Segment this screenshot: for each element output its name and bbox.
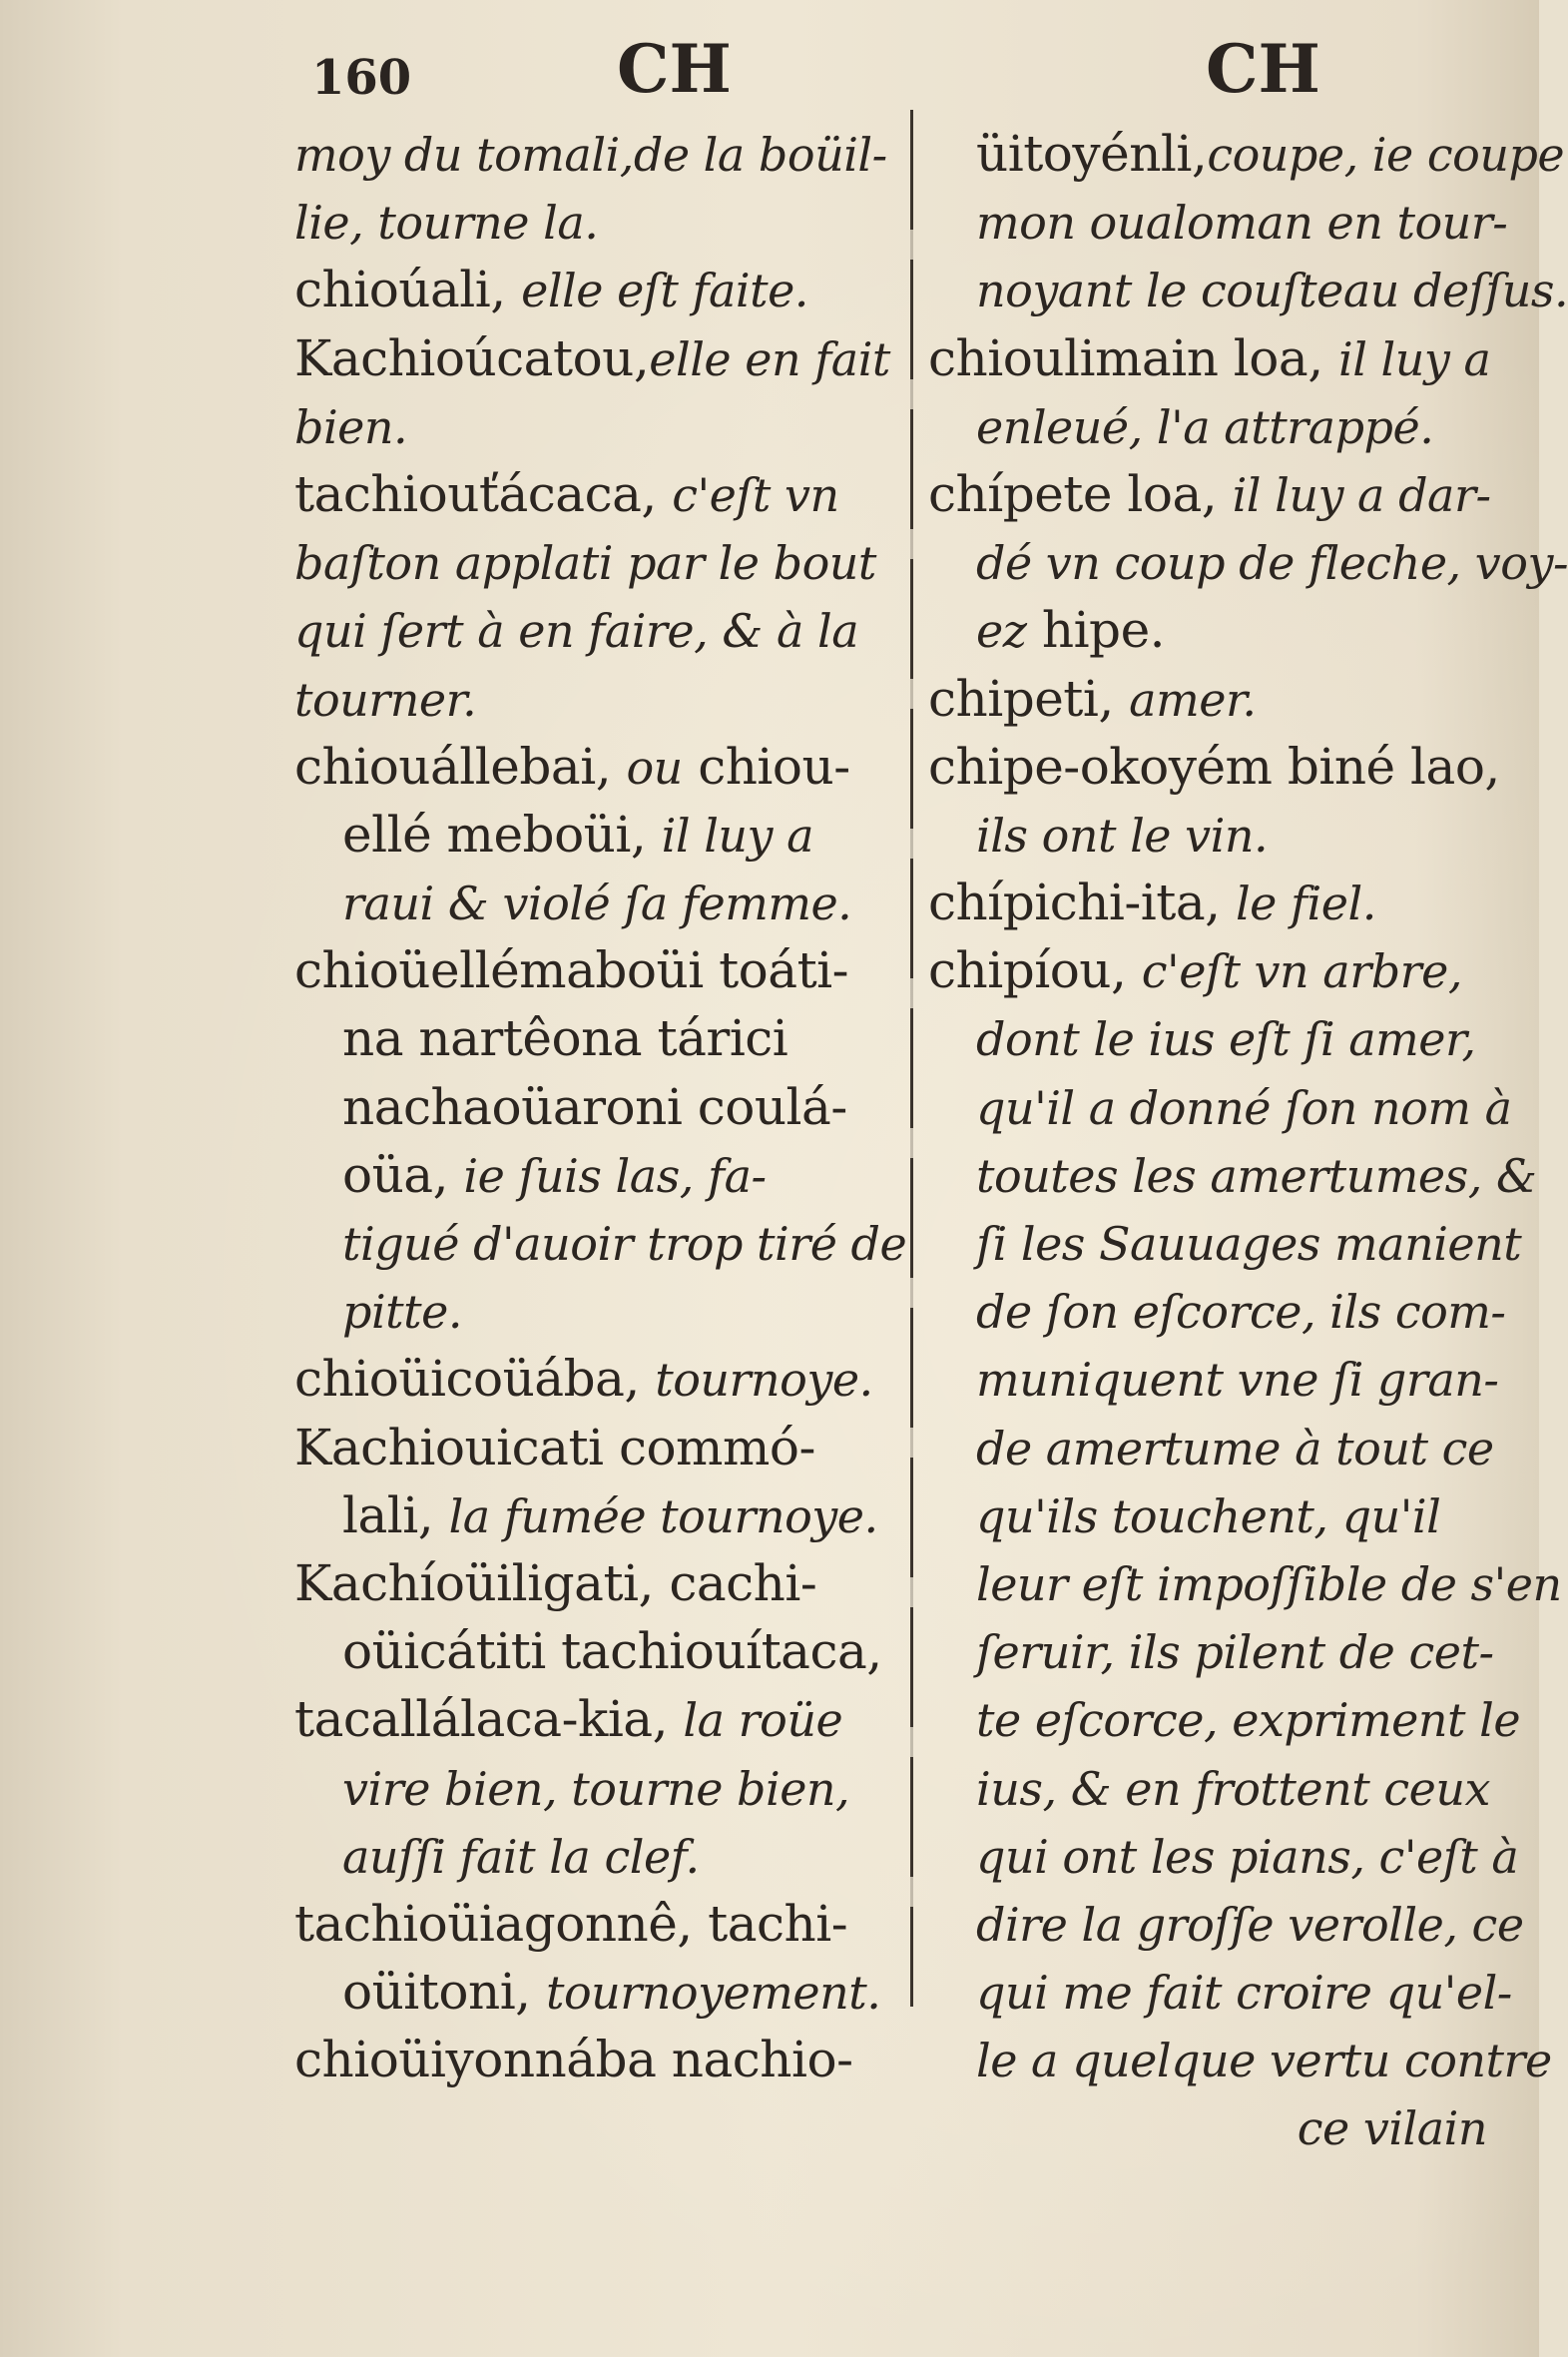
text-line (928, 120, 1565, 188)
text-line (928, 596, 1517, 664)
gloss-text: il luy a dar- (1232, 467, 1491, 522)
text-line (294, 1958, 898, 2026)
gloss-text: c'eſt vn arbre, (1141, 944, 1462, 999)
text-line (928, 528, 1568, 596)
text-line (294, 1822, 898, 1890)
gloss-text: ius, & en frottent ceux (976, 1761, 1490, 1816)
text-line (928, 392, 1517, 460)
gloss-text: qu'il a donné ſon nom à (976, 1080, 1512, 1135)
headword-text: tachiouťácaca, (294, 464, 673, 523)
gloss-text: toutes les amertumes, & (976, 1148, 1537, 1203)
headword-text: chioüicoüába, (294, 1350, 656, 1409)
gloss-text: ce vilain (1297, 2101, 1487, 2156)
gloss-text: bien. (294, 399, 408, 454)
text-line (294, 120, 898, 188)
headword-text: oüa, (342, 1145, 464, 1204)
gloss-text: dire la groſſe verolle, ce (976, 1897, 1524, 1952)
text-line (928, 936, 1517, 1004)
gloss-text: de ſon eſcorce, ils com- (976, 1285, 1506, 1340)
headword-text: Kachiouicati commó- (294, 1418, 815, 1476)
headword-text: chiou- (682, 737, 850, 796)
gloss-text: te eſcorce, expriment le (976, 1693, 1521, 1748)
gloss-text: elle en fait (649, 331, 890, 386)
headword-text: nachaoüaroni coulá- (342, 1077, 847, 1136)
headword-text: chioúali, (294, 261, 522, 319)
gloss-text: lie, tourne la. (294, 196, 599, 251)
text-line (928, 1073, 1517, 1141)
text-line (928, 1004, 1517, 1072)
headword-text: oüicátiti tachiouítaca, (342, 1622, 882, 1681)
text-line (294, 460, 898, 528)
text-line (294, 324, 898, 392)
text-line (294, 2026, 898, 2093)
headword-text: chioüellémaboüi toáti- (294, 941, 849, 1000)
headword-text: üitoyénli, (976, 125, 1208, 183)
headword-text: hipe. (1026, 601, 1166, 660)
text-line (294, 256, 898, 323)
text-line (928, 1414, 1517, 1481)
gloss-text: ſi les Sauuages manient (976, 1217, 1522, 1271)
gloss-text: ſeruir, ils pilent de cet- (976, 1625, 1494, 1680)
headword-text: Kachíoüiligati, cachi- (294, 1553, 817, 1612)
headword-text: na nartêona tárici (342, 1009, 788, 1068)
gloss-text: ou (626, 740, 683, 795)
headword-text: Kachioúcatou, (294, 328, 650, 387)
gloss-text: dont le ius eſt ſi amer, (976, 1012, 1476, 1067)
headword-text: chiouállebai, (294, 737, 627, 796)
gloss-text: enleué, l'a attrappé. (976, 399, 1434, 454)
text-line (294, 733, 898, 801)
text-line (294, 1549, 898, 1617)
gloss-text: qu'ils touchent, qu'il (976, 1488, 1441, 1543)
gloss-text: qui ſert à en faire, & à la (294, 604, 859, 659)
gloss-text: mon oualoman en tour- (976, 196, 1508, 251)
text-line (294, 1414, 898, 1481)
gloss-text: la fumée tournoye. (448, 1488, 878, 1543)
text-line (294, 801, 898, 869)
text-line (928, 1277, 1517, 1345)
headword-text: chípete loa, (928, 464, 1233, 523)
gloss-text: il luy a (1337, 331, 1491, 386)
gloss-text: tourner. (294, 672, 477, 727)
text-line (928, 869, 1517, 936)
text-line (294, 1890, 898, 1958)
gloss-text: tournoyement. (545, 1966, 881, 2021)
text-line (294, 1345, 898, 1413)
gloss-text: pitte. (342, 1285, 462, 1340)
headword-text: chioulimain loa, (928, 328, 1338, 387)
headword-text: chipe-okoyém biné lao, (928, 737, 1500, 796)
text-line (294, 1617, 898, 1685)
left-column (294, 120, 907, 2116)
gloss-text: vire bien, tourne bien, (342, 1761, 850, 1816)
text-line (928, 256, 1568, 323)
text-line (928, 1890, 1524, 1958)
headword-text: lali, (342, 1485, 449, 1544)
column-divider (910, 110, 913, 2007)
text-line (928, 324, 1517, 392)
gloss-text: coupe, ie coupe (1207, 128, 1565, 182)
text-line (928, 1617, 1517, 1685)
gloss-text: tournoye. (655, 1353, 873, 1408)
text-line (294, 1141, 898, 1209)
text-line (294, 1481, 898, 1549)
gloss-text: leur eſt impoſſible de s'en (976, 1556, 1562, 1611)
gloss-text: le fiel. (1235, 877, 1376, 931)
gloss-text: auſſi fait la clef. (342, 1829, 700, 1884)
text-line (294, 1073, 898, 1141)
text-line (928, 1141, 1537, 1209)
gloss-text: le a quelque vertu contre (976, 2034, 1552, 2088)
text-line (928, 1958, 1517, 2026)
gloss-text: moy du tomali,de la boüil- (294, 128, 887, 182)
text-line (294, 392, 898, 460)
text-line (294, 665, 898, 733)
gloss-text: muniquent vne ſi gran- (976, 1353, 1499, 1408)
gloss-text: il luy a (661, 808, 814, 863)
text-line (928, 1685, 1521, 1753)
gloss-text: la roüe (683, 1693, 843, 1748)
headword-text: chioüiyonnába nachio- (294, 2031, 853, 2089)
text-line (928, 665, 1517, 733)
text-line (928, 188, 1517, 256)
text-line (928, 1549, 1562, 1617)
text-line (294, 936, 898, 1004)
gloss-text: baſton applati par le bout (294, 536, 876, 591)
page-number: 160 (311, 50, 412, 106)
text-line (294, 188, 898, 256)
text-line (928, 2093, 1517, 2161)
text-line (928, 2026, 1552, 2093)
text-line (294, 1277, 898, 1345)
gloss-text: qui ont les pians, c'eſt à (976, 1829, 1519, 1884)
gloss-text: c'eſt vn (672, 467, 839, 522)
text-line (928, 1754, 1517, 1822)
headword-text: tachioüiagonnê, tachi- (294, 1894, 848, 1953)
text-line (928, 1481, 1517, 1549)
headword-text: chipíou, (928, 941, 1142, 1000)
text-line (294, 1685, 898, 1753)
gloss-text: dé vn coup de fleche, voy- (976, 536, 1568, 591)
text-line (928, 1345, 1517, 1413)
text-line (294, 1754, 898, 1822)
headword-text: tacallálaca-kia, (294, 1690, 684, 1749)
headword-text: oüitoni, (342, 1963, 546, 2022)
headword-text: chípichi-ita, (928, 874, 1236, 932)
text-line (928, 1822, 1517, 1890)
text-line (928, 460, 1517, 528)
text-line (294, 596, 898, 664)
gloss-text: elle eſt faite. (521, 264, 808, 318)
gloss-text: ie ſuis las, fa- (463, 1148, 767, 1203)
gloss-text: ils ont le vin. (976, 808, 1269, 863)
gloss-text: noyant le couſteau deſſus. (976, 264, 1568, 318)
text-line (294, 1209, 907, 1277)
headword-text: chipeti, (928, 669, 1130, 728)
gloss-text: raui & violé ſa femme. (342, 877, 852, 931)
text-line (928, 1209, 1522, 1277)
running-head-left: CH (617, 30, 732, 108)
gloss-text: de amertume à tout ce (976, 1421, 1494, 1475)
gloss-text: amer. (1129, 672, 1257, 727)
running-head-right: CH (1206, 30, 1320, 108)
text-line (928, 801, 1517, 869)
gloss-text: ez (976, 604, 1027, 659)
text-line (294, 528, 898, 596)
text-line (928, 733, 1517, 801)
text-line (294, 869, 898, 936)
gloss-text: qui me fait croire qu'el- (976, 1966, 1512, 2021)
gloss-text: tigué d'auoir trop tiré de (342, 1217, 907, 1271)
right-column (928, 120, 1568, 2156)
headword-text: ellé meboüi, (342, 805, 662, 864)
text-line (294, 1004, 898, 1072)
